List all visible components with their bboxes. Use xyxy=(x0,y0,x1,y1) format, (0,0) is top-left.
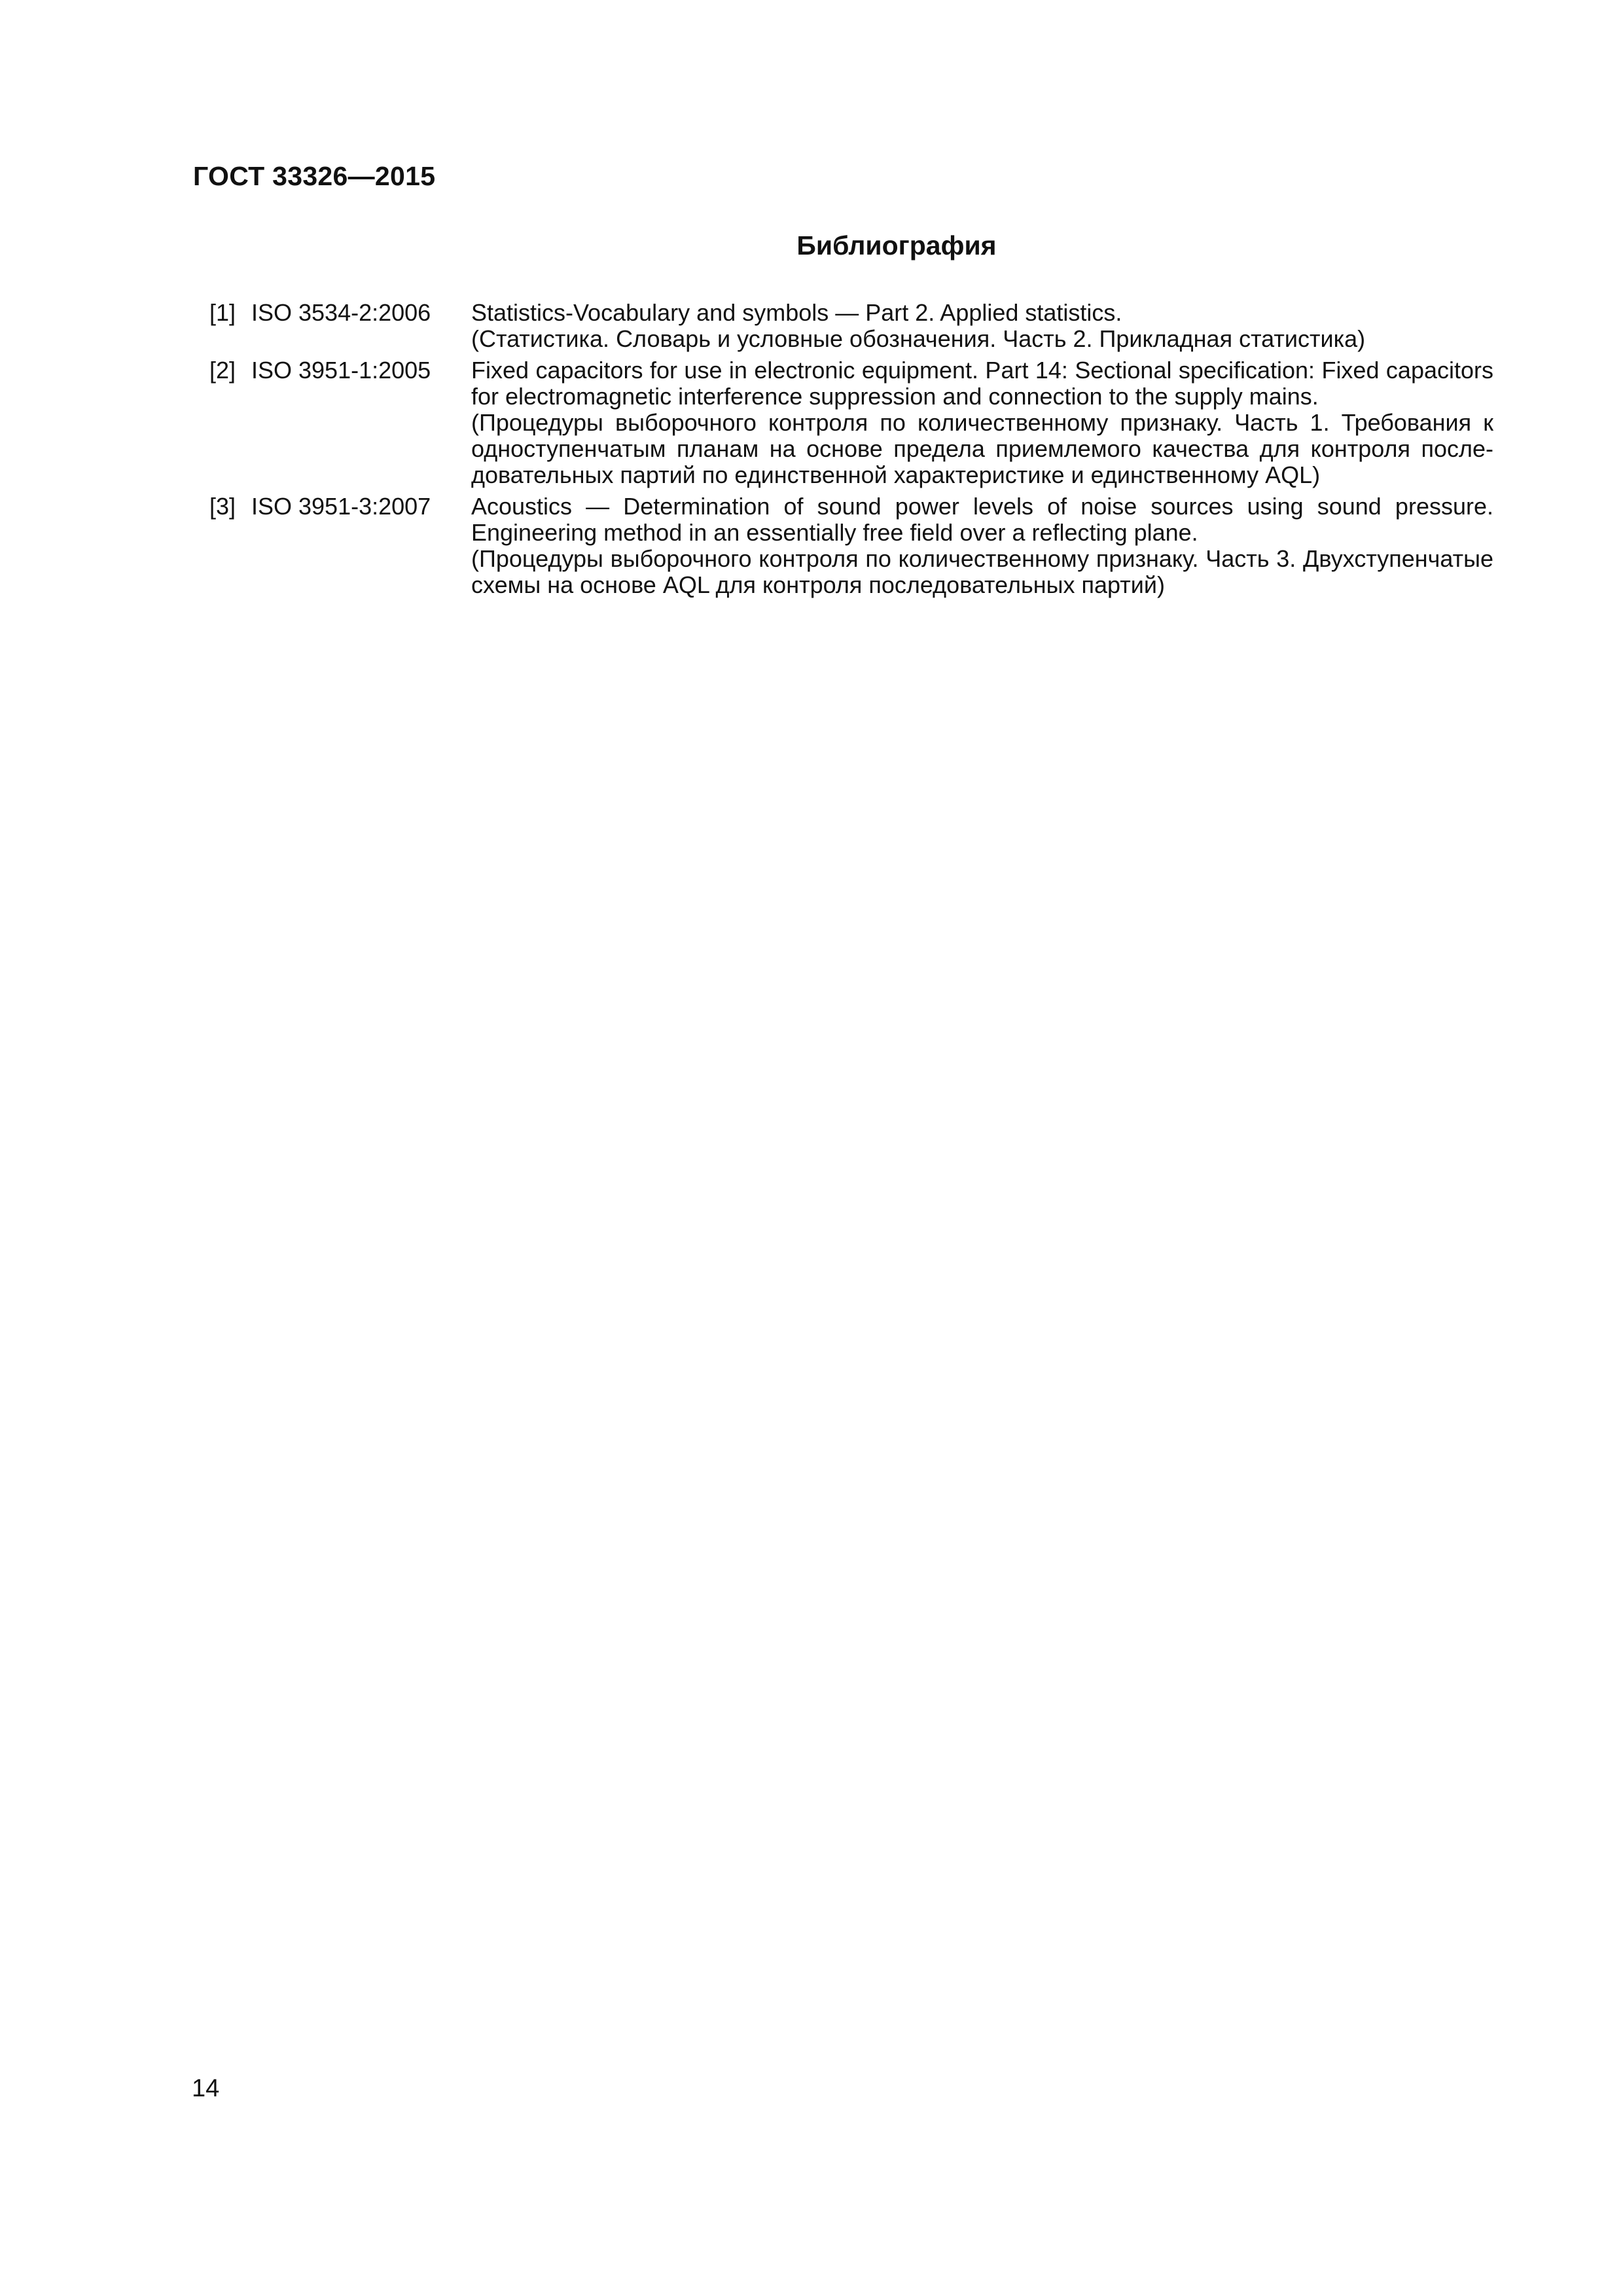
standard-translation: (Процедуры выборочного контроля по количественному признаку. Часть 3. Двухступенчатые схемы на основе AQL для контроля последовательных партий) xyxy=(471,545,1493,598)
bibliography-entry xyxy=(209,493,1493,598)
standard-translation: (Процедуры выборочного контроля по количественному признаку. Часть 1. Требования к одноступенчатым планам на основе предела приемлемого качества для контроля последовательных партий по единственной характеристике и единственному AQL) xyxy=(471,409,1493,488)
document-code: ГОСТ 33326—2015 xyxy=(193,161,436,191)
section-title: Библиография xyxy=(796,230,997,260)
standard-code: ISO 3951-3:2007 xyxy=(251,493,431,520)
standard-title: Fixed capacitors for use in electronic equipment. Part 14: Sectional specification: Fixed capacitors for electromagnetic interference suppression and connection to the supply mains. xyxy=(471,357,1493,410)
standard-title: Statistics-Vocabulary and symbols — Part 2. Applied statistics. xyxy=(471,299,1122,326)
bibliography-entry xyxy=(209,300,1493,352)
standard-title: Acoustics — Determination of sound power levels of noise sources using sound pressure. Engineering method in an essentially free field over a reflecting plane. xyxy=(471,493,1493,546)
bibliography-reference xyxy=(209,493,471,598)
bibliography-reference xyxy=(209,357,471,488)
bibliography-body xyxy=(471,493,1493,598)
reference-number: [1] xyxy=(209,299,236,326)
bibliography-body xyxy=(471,357,1493,488)
standard-translation: (Статистика. Словарь и условные обозначения. Часть 2. Прикладная статистика) xyxy=(471,325,1366,352)
bibliography-entry xyxy=(209,357,1493,488)
bibliography-list xyxy=(209,300,1493,603)
standard-code: ISO 3951-1:2005 xyxy=(251,357,431,384)
standard-code: ISO 3534-2:2006 xyxy=(251,299,431,326)
reference-number: [3] xyxy=(209,493,236,520)
bibliography-body xyxy=(471,300,1493,352)
page-number: 14 xyxy=(192,2075,220,2102)
reference-number: [2] xyxy=(209,357,236,384)
bibliography-reference xyxy=(209,300,471,352)
